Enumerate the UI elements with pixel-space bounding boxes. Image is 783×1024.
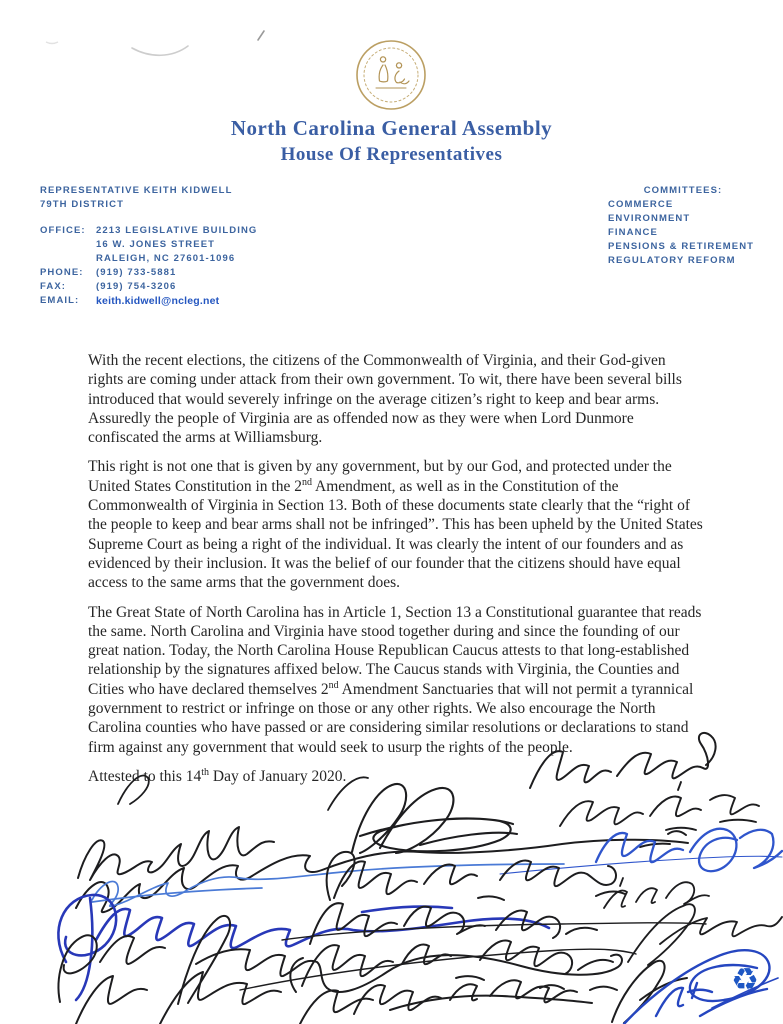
recycle-icon: ♻ xyxy=(731,962,759,998)
letter-body xyxy=(88,351,704,796)
committee-item: FINANCE xyxy=(608,227,658,238)
paragraph-2: This right is not one that is given by any government, but by our God, and protected under the United States Constitution in the 2nd Amendment, as well as in the Constitution of the Commonwealth of Virginia in Section 13. Both of these documents state clearly that the “right of the people to keep and bear arms shall not be infringed”. This has been upheld by the United States Supreme Court as being a right of the individual. It was clearly the intent of our founders and as evidenced by their inclusion. It was the belief of our founder that the citizens should have equal access to the same arms that the government does. xyxy=(88,458,703,592)
committee-item: ENVIRONMENT xyxy=(608,213,691,224)
fax-number: (919) 754-3206 xyxy=(96,281,177,292)
email-address: keith.kidwell@ncleg.net xyxy=(96,295,220,307)
attestation-line: Attested to this 14th Day of January 2020. xyxy=(88,766,347,785)
great-seal-of-north-carolina-icon xyxy=(352,36,430,119)
representative-name: REPRESENTATIVE KEITH KIDWELL xyxy=(40,185,233,196)
sig-larry-c-strickland xyxy=(327,852,625,900)
assembly-title-line2: House Of Representatives xyxy=(280,144,503,165)
representative-contact-block xyxy=(40,184,320,308)
office-label: OFFICE: xyxy=(40,225,86,236)
sig-left-5 xyxy=(59,916,622,1004)
committee-item: REGULATORY REFORM xyxy=(608,255,736,266)
assembly-title-line1: North Carolina General Assembly xyxy=(230,116,553,140)
committee-item: PENSIONS & RETIREMENT xyxy=(608,241,755,252)
office-address-line3: RALEIGH, NC 27601-1096 xyxy=(96,253,236,264)
committees-title: COMMITTEES: xyxy=(643,185,723,196)
sig-wayne-sasser xyxy=(354,980,617,1014)
sig-left-6 xyxy=(76,972,592,1024)
superscript-nd: nd xyxy=(301,476,312,488)
phone-label: PHONE: xyxy=(40,267,84,278)
superscript-th: th xyxy=(201,766,210,778)
sig-left-4 xyxy=(58,895,549,1000)
phone-number: (919) 733-5881 xyxy=(96,267,177,278)
paragraph-1: With the recent elections, the citizens of the Commonwealth of Virginia, and their God-given rights are coming under attack from their own government. To wit, there have been several bills introduced that would severely infringe on the average citizen’s right to keep and bear arms. Assuredly the people of Virginia are as offended now as they were when Lord Dunmore confiscated the arms at Williamsburg. xyxy=(88,352,682,447)
sig-left-2 xyxy=(76,831,688,912)
sig-left-1 xyxy=(78,827,274,880)
email-label: EMAIL: xyxy=(40,295,80,306)
office-address-line1: 2213 LEGISLATIVE BUILDING xyxy=(96,225,258,236)
office-address-line2: 16 W. JONES STREET xyxy=(96,239,216,250)
sig-left-3 xyxy=(92,864,564,906)
representative-district: 79TH DISTRICT xyxy=(40,199,124,210)
paragraph-3: The Great State of North Carolina has in Article 1, Section 13 a Constitutional guarantee that reads the same. North Carolina and Virginia have stood together during and since the founding of our great nation. Today, the North Carolina House Republican Caucus attests to that long-established relationship by the signatures affixed below. The Caucus stands with Virginia, the Counties and Cities who have declared themselves 2nd Amendment Sanctuaries that will not permit a tyrannical government to restrict or infringe on those or any other rights. We also encourage the North Carolina counties who have passed or are considering similar resolutions or declarations to stand firm against any government that would seek to usurp the rights of the people. xyxy=(88,603,702,756)
sig-bottom-c xyxy=(612,961,687,1023)
superscript-nd: nd xyxy=(328,679,339,691)
letterhead-title xyxy=(0,116,783,166)
committees-block xyxy=(608,184,768,268)
sig-right-scrawl xyxy=(628,904,782,965)
committee-item: COMMERCE xyxy=(608,199,674,210)
sig-blue-mid-right xyxy=(500,829,782,874)
sig-small-right xyxy=(604,878,709,908)
sig-michele-d-presnell xyxy=(240,941,636,992)
sig-ford xyxy=(282,903,706,944)
fax-label: FAX: xyxy=(40,281,67,292)
